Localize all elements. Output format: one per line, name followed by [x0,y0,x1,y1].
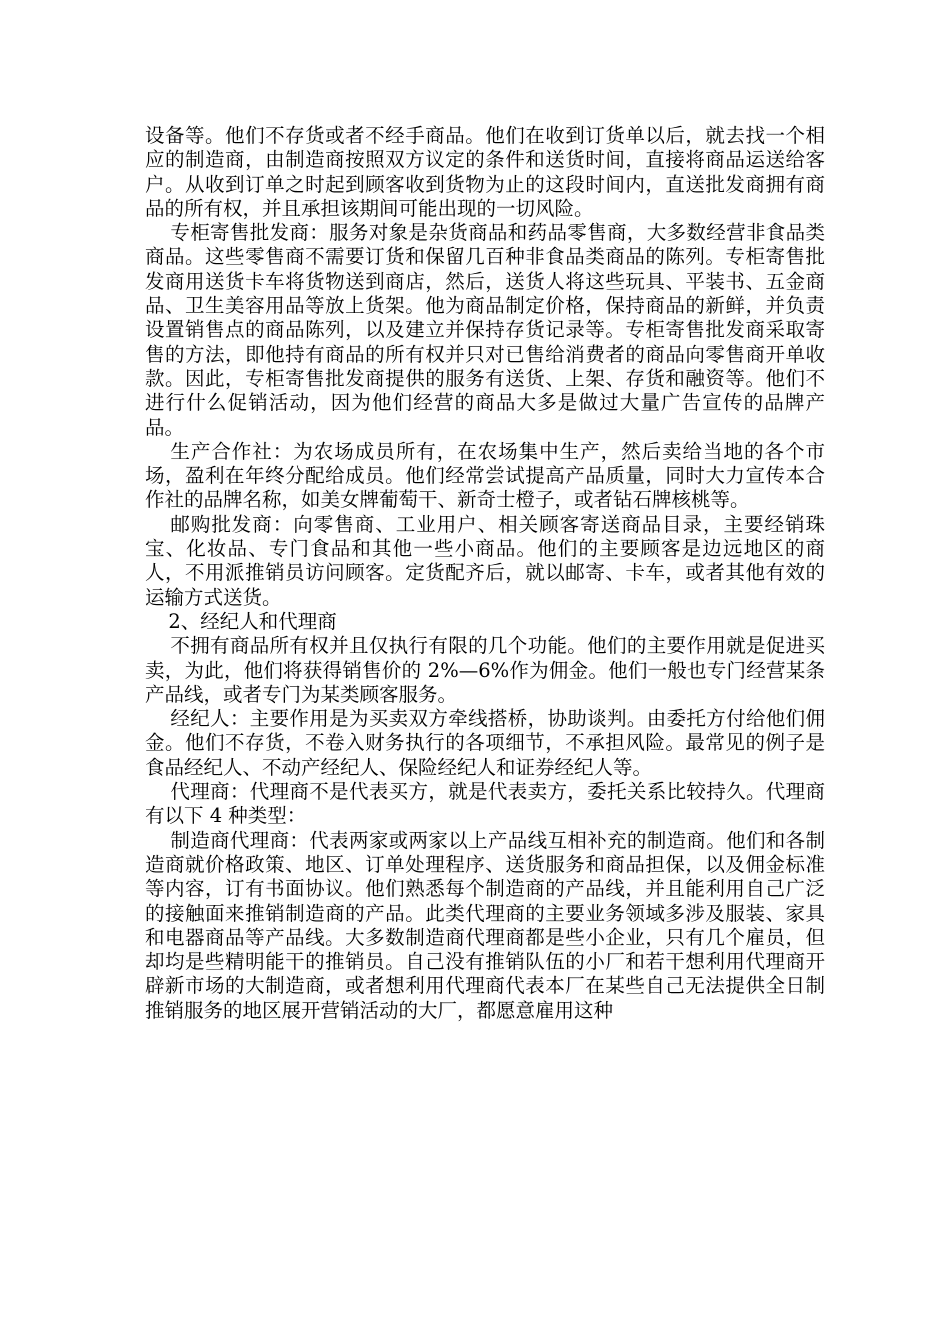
paragraph-direct-wholesaler-continued: 设备等。他们不存货或者不经手商品。他们在收到订货单以后，就去找一个相应的制造商，由制造商按照双方议定的条件和送货时间，直接将商品运送给客户。从收到订单之时起到顾客收到货物为止的这段时间内，直送批发商拥有商品的所有权，并且承担该期间可能出现的一切风险。 [145,124,825,220]
paragraph-manufacturers-agents: 制造商代理商：代表两家或两家以上产品线互相补充的制造商。他们和各制造商就价格政策、地区、订单处理程序、送货服务和商品担保，以及佣金标准等内容，订有书面协议。他们熟悉每个制造商的产品线，并且能利用自己广泛的接触面来推销制造商的产品。此类代理商的主要业务领域多涉及服装、家具和电器商品等产品线。大多数制造商代理商都是些小企业，只有几个雇员，但却均是些精明能干的推销员。自己没有推销队伍的小厂和若干想利用代理商开辟新市场的大制造商，或者想利用代理商代表本厂在某些自己无法提供全日制推销服务的地区展开营销活动的大厂，都愿意雇用这种 [145,828,825,1022]
paragraph-brokers: 经纪人：主要作用是为买卖双方牵线搭桥，协助谈判。由委托方付给他们佣金。他们不存货，不卷入财务执行的各项细节，不承担风险。最常见的例子是食品经纪人、不动产经纪人、保险经纪人和证券经纪人等。 [145,707,825,779]
paragraph-mail-order-wholesalers: 邮购批发商：向零售商、工业用户、相关顾客寄送商品目录，主要经销珠宝、化妆品、专门食品和其他一些小商品。他们的主要顾客是边远地区的商人，不用派推销员访问顾客。定货配齐后，就以邮寄、卡车，或者其他有效的运输方式送货。 [145,512,825,609]
section-heading-brokers-agents: 2、经纪人和代理商 [168,609,337,633]
paragraph-rack-jobbers: 专柜寄售批发商：服务对象是杂货商品和药品零售商，大多数经营非食品类商品。这些零售商不需要订货和保留几百种非食品类商品的陈列。专柜寄售批发商用送货卡车将货物送到商店，然后，送货人将这些玩具、平装书、五金商品、卫生美容用品等放上货架。他为商品制定价格，保持商品的新鲜，并负责设置销售点的商品陈列，以及建立并保持存货记录等。专柜寄售批发商采取寄售的方法，即他持有商品的所有权并只对已售给消费者的商品向零售商开单收款。因此，专柜寄售批发商提供的服务有送货、上架、存货和融资等。他们不进行什么促销活动，因为他们经营的商品大多是做过大量广告宣传的品牌产品。 [145,221,825,439]
paragraph-agents: 代理商：代理商不是代表买方，就是代表卖方，委托关系比较持久。代理商有以下 4 种类型： [145,780,825,828]
paragraph-brokers-agents-intro: 不拥有商品所有权并且仅执行有限的几个功能。他们的主要作用就是促进买卖，为此，他们将获得销售价的 2%—6%作为佣金。他们一般也专门经营某条产品线，或者专门为某类顾客服务。 [145,634,825,706]
paragraph-producers-cooperatives: 生产合作社：为农场成员所有，在农场集中生产，然后卖给当地的各个市场，盈利在年终分配给成员。他们经常尝试提高产品质量，同时大力宣传本合作社的品牌名称，如美女牌葡萄干、新奇士橙子，或者钻石牌核桃等。 [145,439,825,512]
document-body [145,124,825,1023]
